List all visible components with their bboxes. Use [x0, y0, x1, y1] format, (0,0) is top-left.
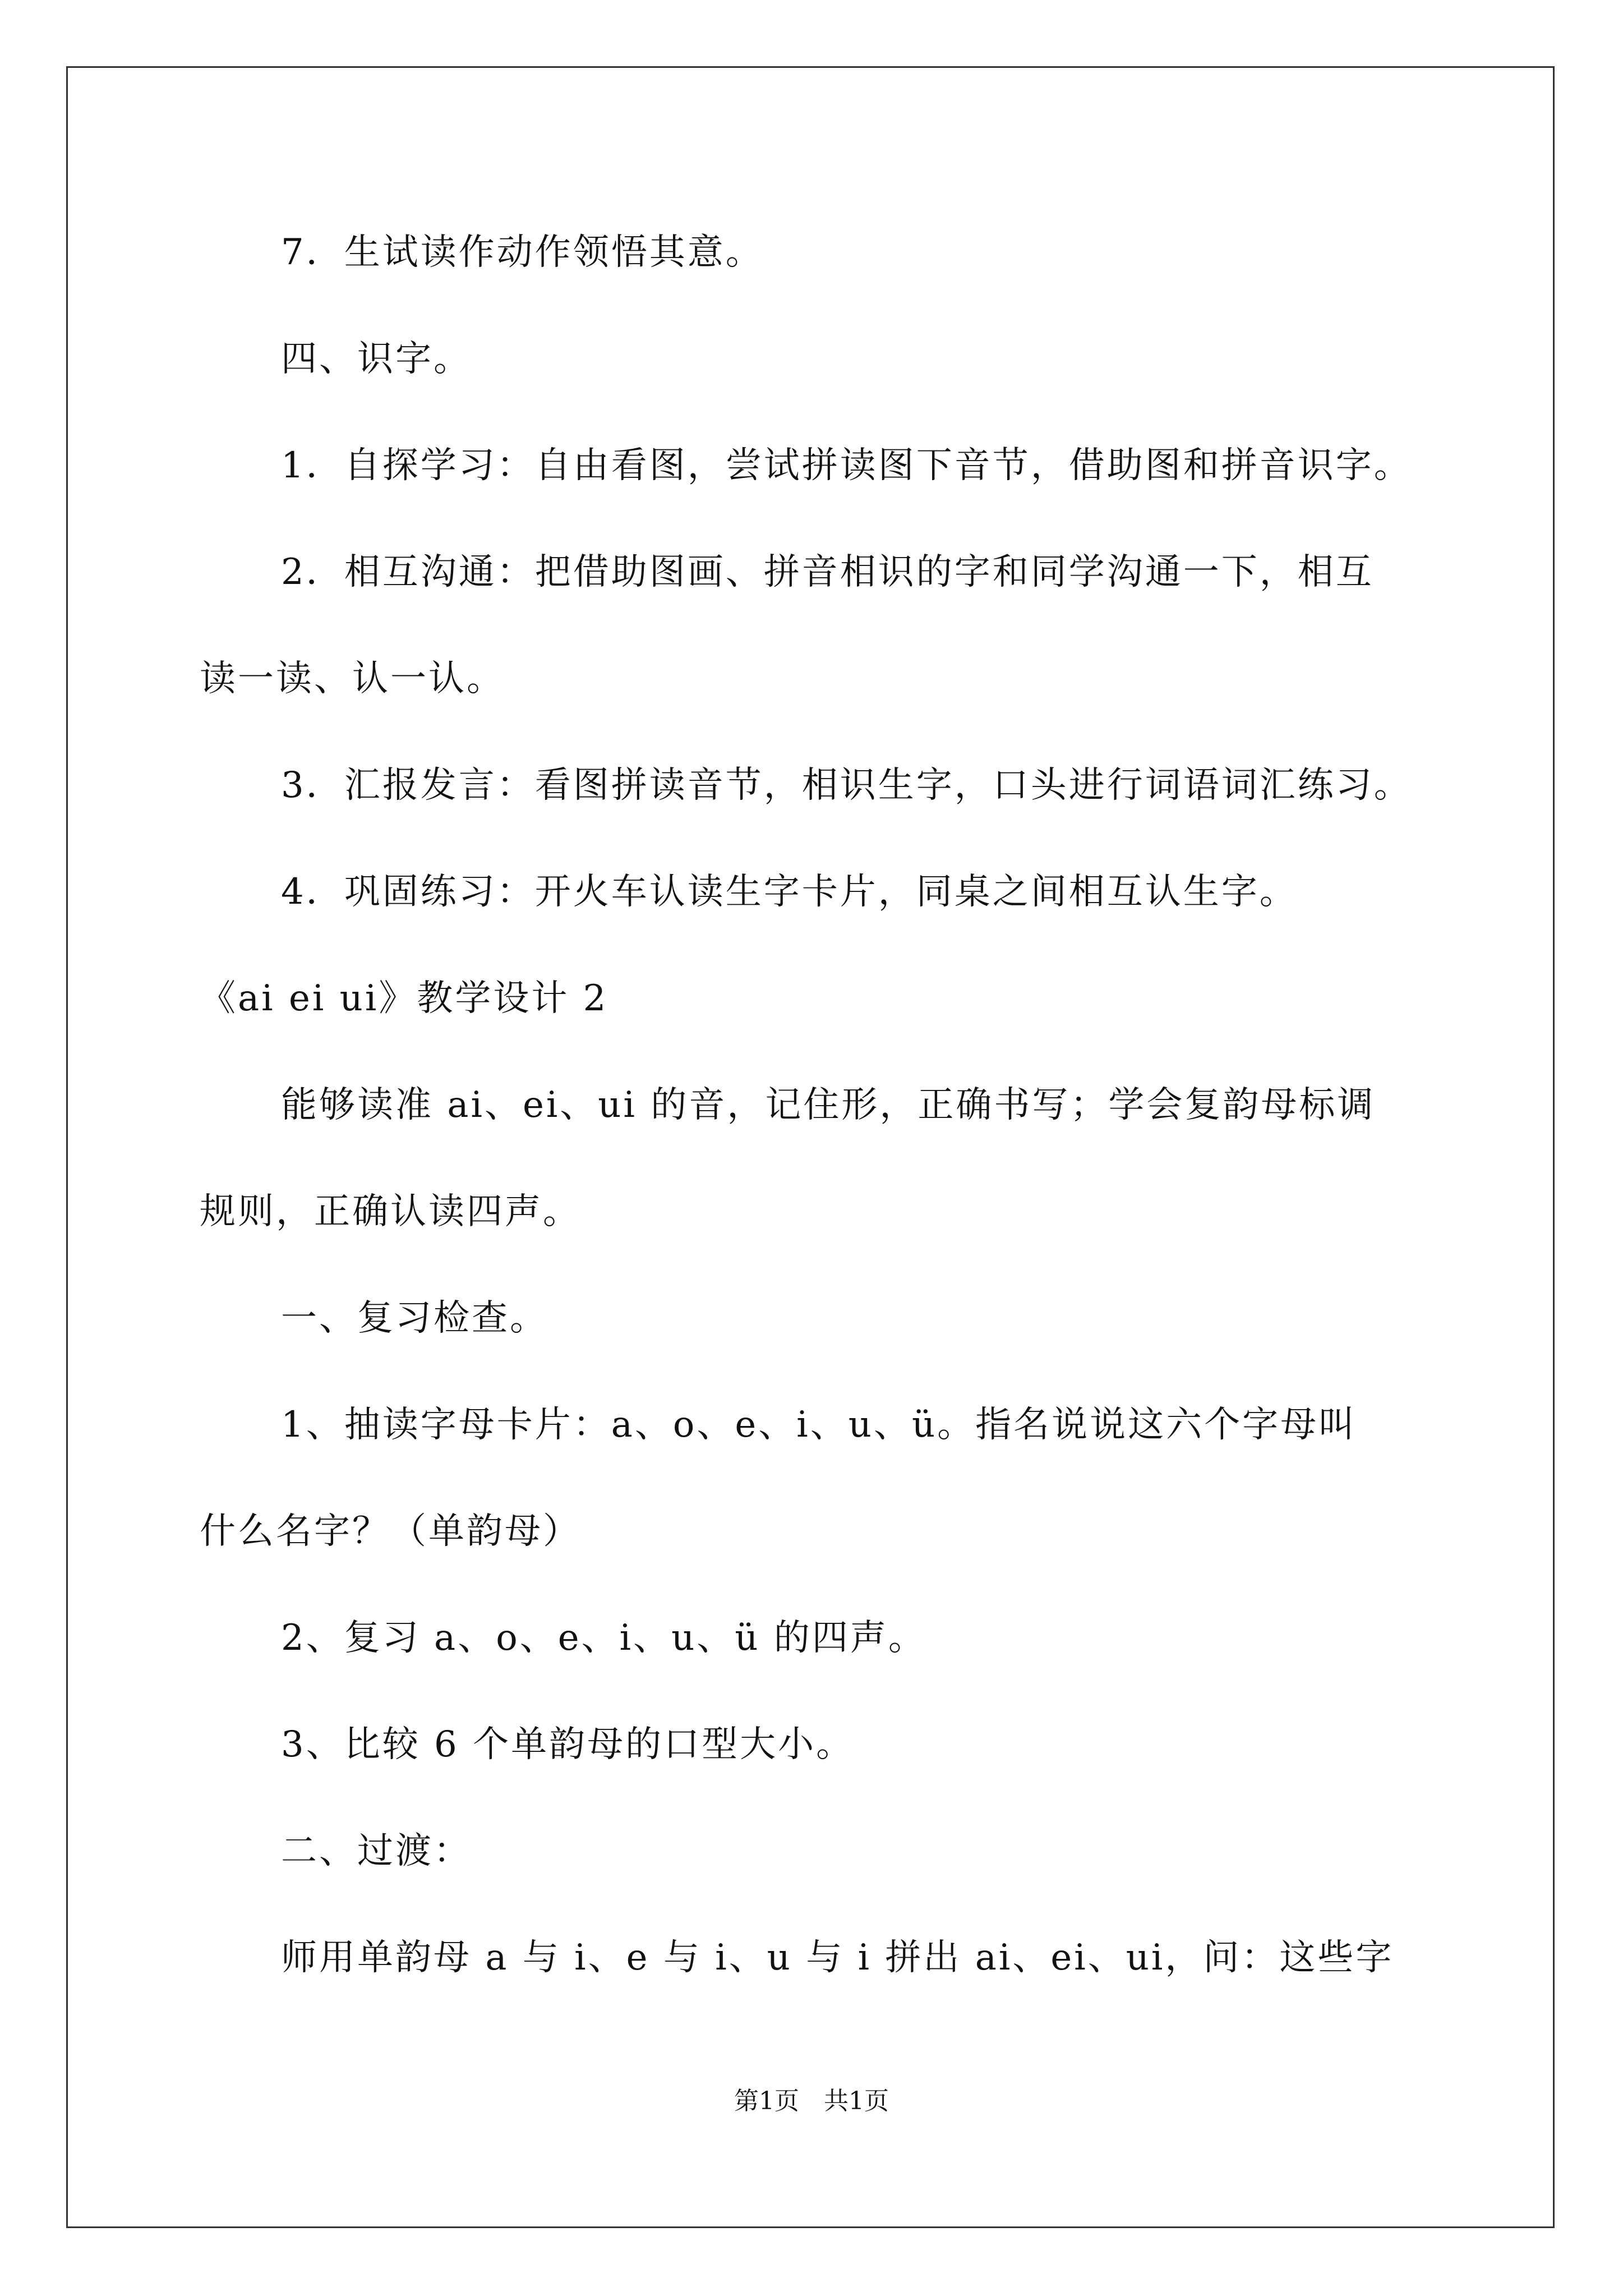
paragraph-line: 2．相互沟通：把借助图画、拼音相识的字和同学沟通一下，相互 [281, 551, 1374, 593]
paragraph-line: 4．巩固练习：开火车认读生字卡片，同桌之间相互认生字。 [281, 871, 1298, 913]
paragraph-line: 师用单韵母 a 与 i、e 与 i、u 与 i 拼出 ai、ei、ui，问：这些字 [281, 1937, 1394, 1978]
page-frame [66, 66, 1555, 2228]
section-heading: 二、过渡： [281, 1830, 472, 1872]
paragraph-line: 3、比较 6 个单韵母的口型大小。 [281, 1724, 855, 1765]
section-heading: 四、识字。 [281, 338, 472, 380]
paragraph-line: 规则，正确认读四声。 [200, 1191, 581, 1232]
paragraph-line: 读一读、认一认。 [200, 658, 505, 700]
paragraph-line: 7．生试读作动作领悟其意。 [281, 232, 764, 273]
paragraph-line: 1．自探学习：自由看图，尝试拼读图下音节，借助图和拼音识字。 [281, 445, 1412, 486]
paragraph-line: 什么名字？（单韵母） [200, 1511, 581, 1552]
paragraph-line: 3．汇报发言：看图拼读音节，相识生字，口头进行词语词汇练习。 [281, 765, 1412, 806]
paragraph-line: 2、复习 a、o、e、i、u、ü 的四声。 [281, 1617, 926, 1659]
paragraph-line: 能够读准 ai、ei、ui 的音，记住形，正确书写；学会复韵母标调 [281, 1084, 1376, 1126]
paragraph-line: 1、抽读字母卡片：a、o、e、i、u、ü。指名说说这六个字母叫 [281, 1404, 1357, 1446]
document-title: 《ai ei ui》教学设计 2 [200, 978, 608, 1019]
page-footer: 第1页 共1页 [734, 2087, 889, 2115]
section-heading: 一、复习检查。 [281, 1297, 548, 1339]
